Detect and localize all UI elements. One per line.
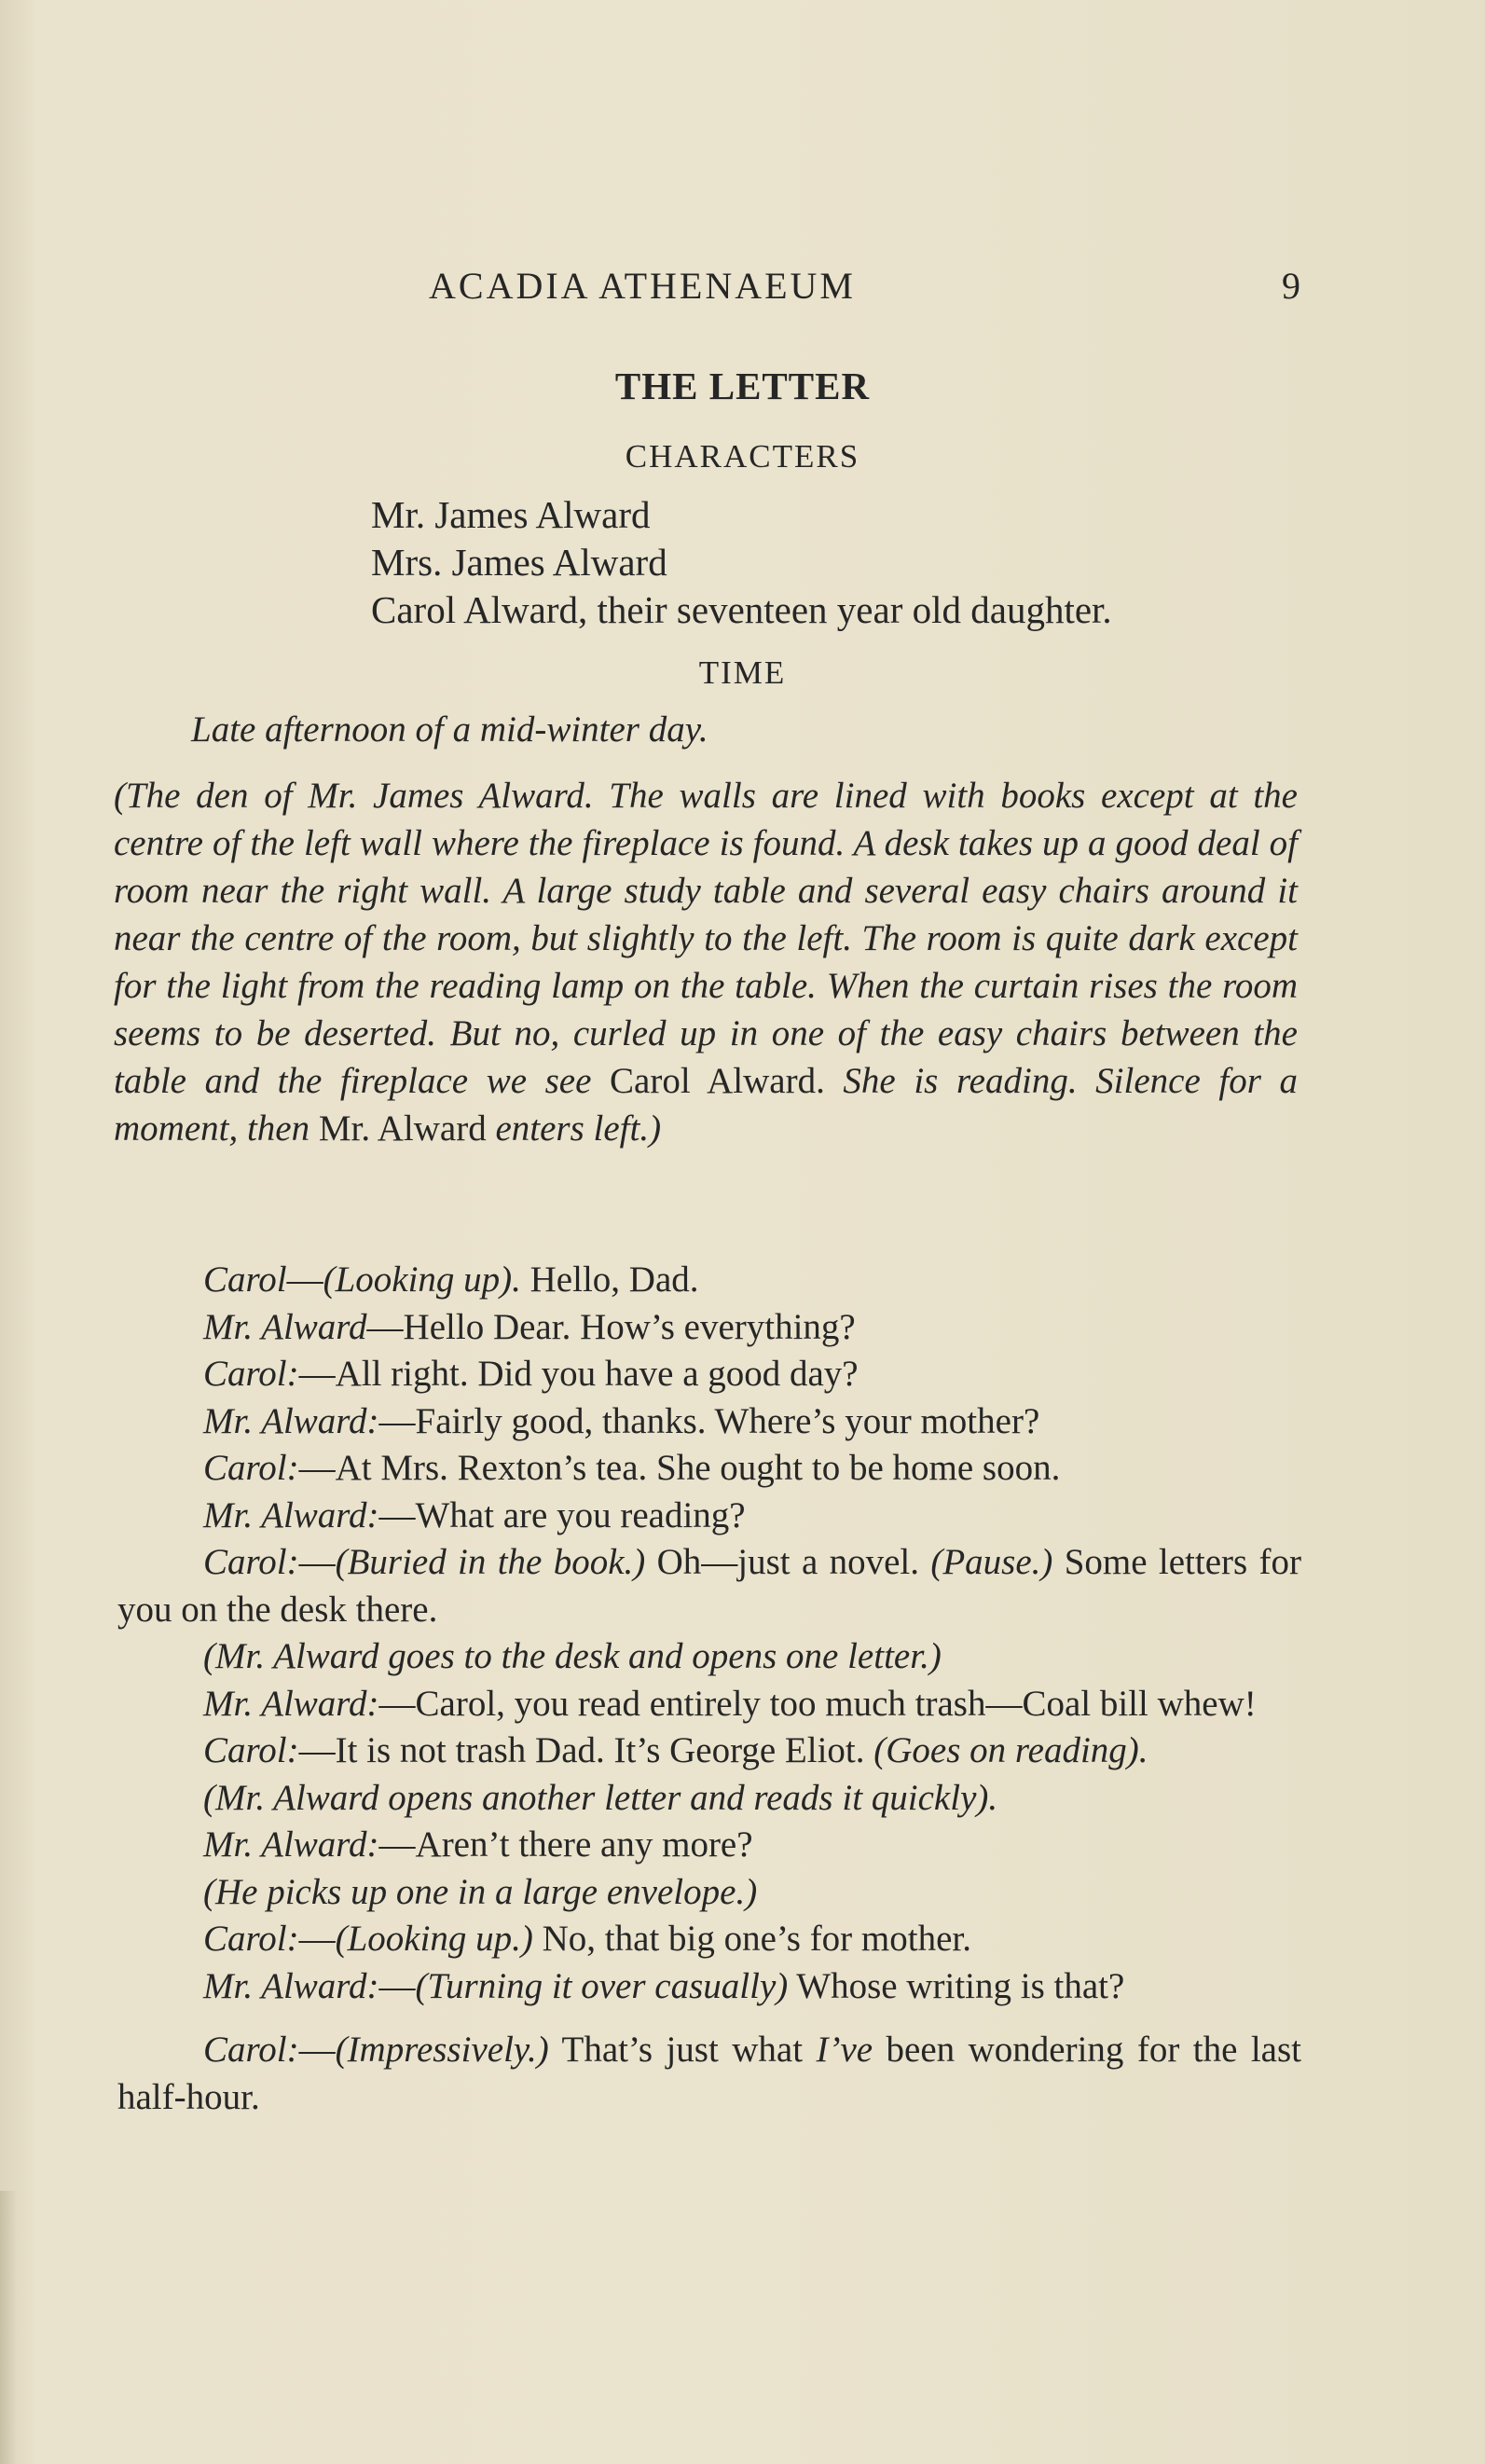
speaker: Carol bbox=[203, 1260, 287, 1300]
stage-direction-line: (Mr. Alward opens another letter and reads it quickly). bbox=[203, 1777, 998, 1818]
stage-character-name: Carol Alward. bbox=[610, 1061, 825, 1101]
line-text: All right. Did you have a good day? bbox=[335, 1354, 859, 1394]
speaker: Mr. Alward: bbox=[203, 1965, 379, 2006]
speaker: Mr. Alward: bbox=[203, 1494, 379, 1535]
dialogue-line bbox=[117, 1304, 1301, 1352]
line-text: At Mrs. Rexton’s tea. She ought to be home soon. bbox=[335, 1448, 1061, 1488]
dialogue-line bbox=[117, 1728, 1301, 1775]
page-edge-shadow bbox=[0, 2191, 17, 2464]
dash: — bbox=[298, 1542, 336, 1582]
dialogue-line bbox=[117, 1916, 1301, 1963]
dialogue-line bbox=[117, 2027, 1301, 2121]
speaker: Mr. Alward bbox=[203, 1306, 367, 1347]
dash: — bbox=[378, 1965, 416, 2006]
dash: — bbox=[378, 1824, 416, 1865]
dash: — bbox=[298, 1730, 336, 1770]
line-text: Oh—just a novel. bbox=[645, 1542, 931, 1582]
direction: (Goes on reading). bbox=[873, 1730, 1148, 1770]
speaker: Carol: bbox=[203, 1354, 299, 1394]
line-text: Fairly good, thanks. Where’s your mother? bbox=[415, 1400, 1040, 1441]
characters-heading: CHARACTERS bbox=[625, 438, 860, 475]
stage-text: (The den of Mr. James Alward. The walls are lined with books except at the centre of the left wall where the fireplace is found. A desk takes up a good deal of room near the right wall. A large study table and several easy chairs around it near the centre of the room, but slightly to the left. The room is quite dark except for the light from the reading lamp on the table. When the curtain rises the room seems to be deserted. But no, curled up in one of the easy chairs between the table and the fireplace we see bbox=[114, 776, 1298, 1101]
stage-direction-line: (He picks up one in a large envelope.) bbox=[203, 1871, 758, 1912]
speaker: Mr. Alward: bbox=[203, 1824, 379, 1865]
dialogue-line bbox=[117, 1681, 1301, 1728]
dialogue-line bbox=[117, 1445, 1301, 1493]
line-text: Carol, you read entirely too much trash—Coal bill whew! bbox=[415, 1683, 1257, 1724]
direction: (Turning it over casually) bbox=[415, 1965, 789, 2006]
speaker: Carol: bbox=[203, 1730, 299, 1770]
dialogue-line bbox=[117, 1351, 1301, 1398]
dash: — bbox=[378, 1494, 416, 1535]
dialogue-line bbox=[117, 1963, 1301, 2011]
direction: (Impressively.) bbox=[335, 2030, 549, 2070]
dash: — bbox=[298, 1448, 336, 1488]
speaker: Mr. Alward: bbox=[203, 1400, 379, 1441]
stage-text: She is reading. Silence for a moment, then bbox=[114, 1061, 1298, 1149]
stage-text: enters left.) bbox=[486, 1108, 662, 1149]
time-text: Late afternoon of a mid-winter day. bbox=[191, 709, 708, 750]
dash: — bbox=[378, 1400, 416, 1441]
character-list bbox=[371, 491, 1112, 634]
dash: — bbox=[298, 2030, 336, 2070]
speaker: Carol: bbox=[203, 2030, 299, 2070]
line-text: been wondering for the last half-hour. bbox=[117, 2030, 1301, 2117]
direction: (Looking up). bbox=[323, 1260, 521, 1300]
line-text: Some letters for you on the desk there. bbox=[117, 1542, 1302, 1630]
stage-direction-line: (Mr. Alward goes to the desk and opens one letter.) bbox=[203, 1636, 942, 1676]
journal-title: ACADIA ATHENAEUM bbox=[429, 265, 856, 307]
direction: (Buried in the book.) bbox=[335, 1542, 646, 1582]
play-title: THE LETTER bbox=[614, 365, 871, 407]
dash: — bbox=[366, 1306, 404, 1347]
dialogue bbox=[117, 1257, 1301, 2121]
speaker: Carol: bbox=[203, 1448, 299, 1488]
opening-stage-direction bbox=[114, 772, 1298, 1152]
dialogue-line bbox=[117, 1493, 1301, 1540]
direction: (Pause.) bbox=[930, 1542, 1053, 1582]
direction: (Looking up.) bbox=[335, 1919, 533, 1959]
dash: — bbox=[298, 1354, 336, 1394]
line-text: Hello Dear. How’s everything? bbox=[403, 1306, 856, 1347]
dialogue-line bbox=[117, 1822, 1301, 1869]
stage-character-name: Mr. Alward bbox=[318, 1108, 487, 1149]
line-text: That’s just what bbox=[548, 2030, 817, 2070]
character-item: Mrs. James Alward bbox=[371, 541, 667, 584]
line-text: Hello, Dad. bbox=[520, 1260, 699, 1300]
running-head bbox=[429, 264, 1300, 320]
page-number: 9 bbox=[1282, 265, 1300, 307]
line-text: It is not trash Dad. It’s George Eliot. bbox=[335, 1730, 874, 1770]
time-heading: TIME bbox=[698, 654, 787, 691]
line-text: Whose writing is that? bbox=[788, 1965, 1125, 2006]
speaker: Mr. Alward: bbox=[203, 1683, 379, 1724]
dialogue-line bbox=[117, 1539, 1301, 1633]
line-text: Aren’t there any more? bbox=[415, 1824, 753, 1865]
line-text: What are you reading? bbox=[415, 1494, 746, 1535]
speaker: Carol: bbox=[203, 1542, 299, 1582]
dialogue-line bbox=[117, 1398, 1301, 1446]
dash: — bbox=[298, 1919, 336, 1959]
line-text: No, that big one’s for mother. bbox=[532, 1919, 971, 1959]
dash: — bbox=[286, 1260, 323, 1300]
character-item: Carol Alward, their seventeen year old daughter. bbox=[371, 588, 1112, 631]
dialogue-line bbox=[117, 1257, 1301, 1304]
direction: I’ve bbox=[816, 2030, 873, 2070]
dash: — bbox=[378, 1683, 416, 1724]
character-item: Mr. James Alward bbox=[371, 493, 651, 536]
speaker: Carol: bbox=[203, 1919, 299, 1959]
